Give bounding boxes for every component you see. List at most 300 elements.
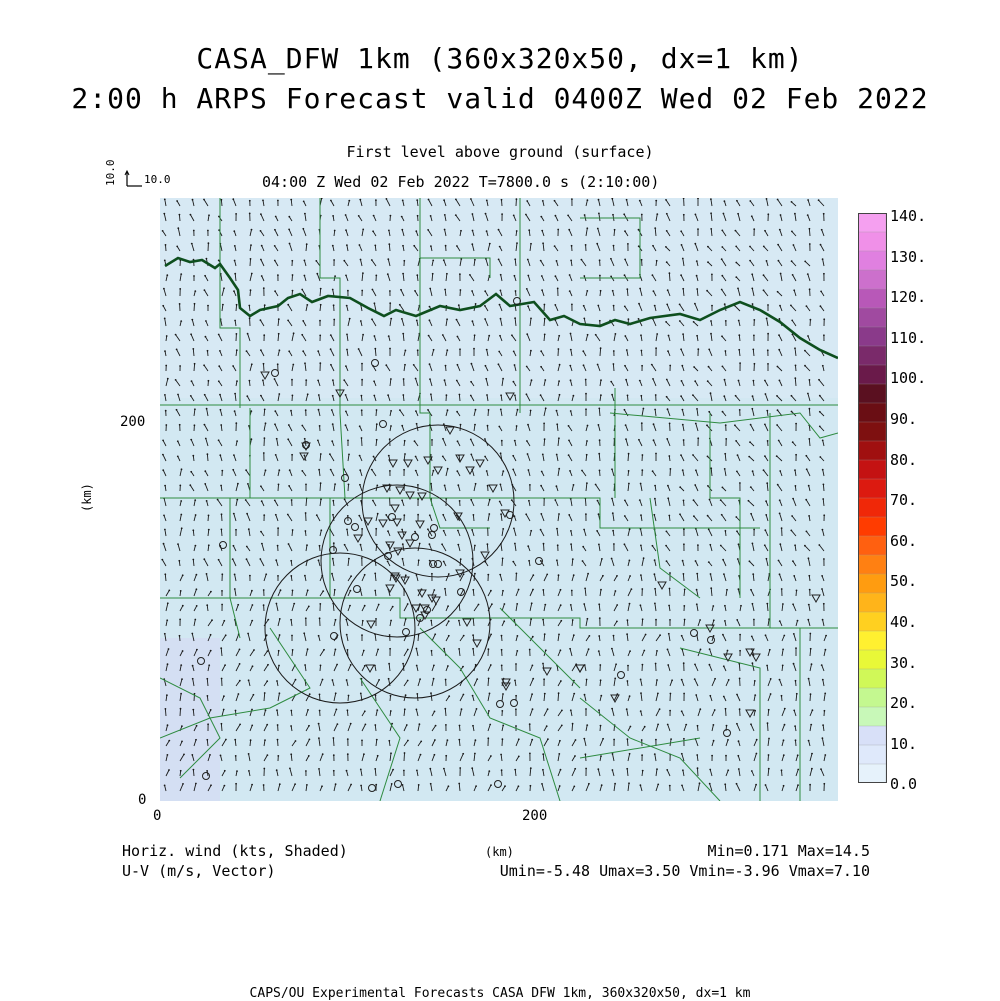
wind-vector-head — [809, 408, 811, 410]
wind-vector-head — [307, 648, 309, 650]
wind-vector-head — [626, 708, 628, 710]
wind-vector-head — [414, 440, 416, 442]
wind-vector-head — [206, 739, 208, 741]
wind-vector-head — [586, 679, 588, 681]
wind-vector-head — [167, 602, 169, 604]
wind-vector-head — [168, 769, 170, 771]
wind-vector-head — [805, 455, 807, 457]
wind-vector-head — [279, 783, 281, 785]
wind-vector-head — [554, 245, 556, 247]
wind-vector-head — [571, 198, 573, 200]
wind-vector-head — [714, 678, 716, 680]
wind-vector-head — [319, 710, 321, 712]
wind-vector-head — [337, 723, 339, 725]
wind-vector-head — [261, 275, 263, 277]
wind-vector-head — [721, 258, 723, 260]
colorbar-label: 130. — [890, 248, 926, 266]
wind-vector-head — [600, 589, 602, 591]
wind-vector-head — [388, 740, 390, 742]
wind-vector-head — [640, 483, 642, 485]
wind-vector-head — [207, 695, 209, 697]
wind-vector-head — [345, 619, 347, 621]
wind-vector-head — [697, 767, 699, 769]
wind-vector-head — [680, 230, 682, 232]
wind-vector — [502, 200, 503, 206]
wind-vector-head — [501, 440, 503, 442]
wind-vector-head — [500, 274, 502, 276]
wind-vector-head — [234, 574, 236, 576]
wind-vector-head — [613, 739, 615, 741]
wind-vector-head — [488, 648, 490, 650]
wind-vector-head — [600, 379, 602, 381]
wind-vector-head — [750, 486, 752, 488]
wind-vector-head — [683, 528, 685, 530]
wind-vector-head — [587, 425, 589, 427]
wind-vector-head — [665, 199, 667, 201]
wind-vector-head — [362, 334, 364, 336]
wind-vector-head — [322, 590, 324, 592]
wind-vector-head — [295, 679, 297, 681]
wind-vector-head — [164, 485, 166, 487]
wind-vector-head — [692, 454, 694, 456]
wind-vector-head — [724, 783, 726, 785]
wind-vector-head — [347, 709, 349, 711]
colorbar-cell — [858, 688, 886, 707]
wind-vector-head — [823, 334, 825, 336]
wind-vector-head — [274, 290, 276, 292]
wind-vector-head — [695, 694, 697, 696]
wind-vector-head — [710, 587, 712, 589]
wind-vector-head — [693, 499, 695, 501]
wind-vector-head — [177, 394, 179, 396]
wind-vector-head — [475, 409, 477, 411]
wind-vector-head — [489, 499, 491, 501]
wind-vector-head — [696, 408, 698, 410]
wind-vector-head — [781, 695, 783, 697]
wind-vector-head — [530, 785, 532, 787]
wind-vector-head — [388, 243, 390, 245]
wind-vector-head — [500, 484, 502, 486]
wind-vector-head — [491, 603, 493, 605]
wind-vector-head — [206, 678, 208, 680]
wind-vector-head — [513, 215, 515, 217]
wind-vector-head — [544, 334, 546, 336]
wind-vector-head — [248, 528, 250, 530]
wind-vector-head — [224, 770, 226, 772]
wind-vector-head — [820, 305, 822, 307]
wind-vector-head — [420, 754, 422, 756]
wind-vector-head — [767, 349, 769, 351]
wind-vector-head — [750, 723, 752, 725]
wind-vector-head — [444, 708, 446, 710]
wind-vector-head — [654, 409, 656, 411]
wind-vector-head — [233, 454, 235, 456]
wind-vector-head — [207, 453, 209, 455]
wind-vector-head — [710, 212, 712, 214]
wind-vector-head — [683, 693, 685, 695]
wind-vector-head — [303, 201, 305, 203]
wind-vector-head — [776, 395, 778, 397]
wind-vector-head — [610, 381, 612, 383]
wind-vector-head — [277, 724, 279, 726]
wind-vector-head — [346, 244, 348, 246]
wind-vector-head — [502, 470, 504, 472]
wind-vector-head — [429, 378, 431, 380]
wind-vector-head — [616, 604, 618, 606]
wind-vector-head — [739, 634, 741, 636]
y-axis-label: (km) — [80, 483, 94, 512]
wind-vector-head — [346, 679, 348, 681]
wind-vector-head — [642, 664, 644, 666]
wind-vector-head — [219, 350, 221, 352]
wind-vector-head — [684, 589, 686, 591]
wind-vector-head — [264, 692, 266, 694]
wind-vector-head — [278, 393, 280, 395]
wind-vector-head — [640, 545, 642, 547]
wind-vector-head — [806, 531, 808, 533]
wind-vector-head — [434, 633, 436, 635]
wind-vector-head — [749, 260, 751, 262]
wind-vector-head — [824, 754, 826, 756]
wind-vector-head — [640, 334, 642, 336]
wind-vector-head — [624, 230, 626, 232]
wind-vector-head — [807, 619, 809, 621]
wind-vector-head — [777, 366, 779, 368]
wind-vector-head — [560, 680, 562, 682]
wind-vector-head — [470, 381, 472, 383]
wind-vector-head — [669, 272, 671, 274]
wind-vector-head — [332, 514, 334, 516]
wind-vector-head — [809, 243, 811, 245]
wind-vector-head — [499, 574, 501, 576]
wind-vector-head — [433, 678, 435, 680]
wind-vector-head — [234, 410, 236, 412]
wind-vector-head — [654, 603, 656, 605]
wind-vector-head — [598, 424, 600, 426]
wind-vector-head — [709, 648, 711, 650]
wind-vector-head — [667, 724, 669, 726]
wind-vector-head — [320, 665, 322, 667]
wind-vector-head — [487, 425, 489, 427]
wind-vector-head — [209, 754, 211, 756]
wind-vector-head — [501, 213, 503, 215]
wind-vector-head — [348, 454, 350, 456]
wind-vector-head — [488, 335, 490, 337]
wind-vector-head — [713, 724, 715, 726]
wind-vector-head — [365, 724, 367, 726]
wind-vector-head — [499, 246, 501, 248]
wind-vector-head — [386, 198, 388, 200]
wind-vector-head — [739, 708, 741, 710]
wind-vector-head — [791, 231, 793, 233]
wind-vector-head — [681, 785, 683, 787]
wind-vector-head — [740, 605, 742, 607]
wind-vector-head — [263, 784, 265, 786]
wind-vector-head — [779, 470, 781, 472]
wind-vector-head — [162, 469, 164, 471]
wind-vector-head — [484, 290, 486, 292]
wind-vector-head — [250, 289, 252, 291]
wind-vector — [642, 619, 643, 626]
wind-vector-head — [598, 603, 600, 605]
wind-vector-head — [306, 544, 308, 546]
wind-vector-head — [306, 784, 308, 786]
wind-vector-head — [596, 530, 598, 532]
wind-vector-head — [766, 260, 768, 262]
wind-vector-head — [528, 560, 530, 562]
wind-vector-head — [625, 379, 627, 381]
wind-vector-head — [333, 304, 335, 306]
wind-vector-head — [190, 395, 192, 397]
wind-vector-head — [301, 289, 303, 291]
wind-vector-head — [345, 411, 347, 413]
wind-vector-head — [804, 350, 806, 352]
wind-vector-head — [430, 692, 432, 694]
wind-vector — [670, 589, 671, 597]
wind-vector-head — [699, 708, 701, 710]
wind-vector-head — [403, 260, 405, 262]
wind-vector-head — [210, 591, 212, 593]
wind-vector-head — [613, 350, 615, 352]
wind-vector-head — [763, 274, 765, 276]
wind-vector-head — [402, 663, 404, 665]
wind-vector-head — [419, 619, 421, 621]
wind-vector-head — [471, 767, 473, 769]
wind-vector-head — [767, 722, 769, 724]
wind-vector-head — [392, 769, 394, 771]
wind-vector-head — [823, 484, 825, 486]
wind-vector-head — [375, 275, 377, 277]
wind-vector-head — [777, 484, 779, 486]
wind-vector-head — [210, 784, 212, 786]
wind-vector-head — [734, 424, 736, 426]
wind-vector-head — [666, 304, 668, 306]
wind-vector-head — [543, 543, 545, 545]
wind-vector-head — [292, 290, 294, 292]
wind-vector-head — [319, 320, 321, 322]
wind-vector — [544, 544, 545, 551]
wind-vector-head — [540, 366, 542, 368]
wind-vector-head — [723, 696, 725, 698]
wind-vector-head — [736, 619, 738, 621]
wind-vector-head — [711, 305, 713, 307]
wind-vector-head — [234, 260, 236, 262]
wind-vector — [544, 439, 545, 446]
wind-vector-head — [334, 275, 336, 277]
wind-vector-head — [177, 440, 179, 442]
wind-vector-head — [428, 335, 430, 337]
wind-vector-head — [237, 604, 239, 606]
wind-vector-head — [319, 694, 321, 696]
wind-vector-head — [737, 288, 739, 290]
wind-vector-head — [556, 260, 558, 262]
wind-vector-head — [598, 453, 600, 455]
wind-vector-head — [349, 605, 351, 607]
wind-vector — [236, 305, 237, 311]
wind-vector-head — [766, 603, 768, 605]
wind-vector-head — [204, 424, 206, 426]
wind-vector-head — [358, 215, 360, 217]
wind-vector-head — [235, 783, 237, 785]
wind-vector-head — [267, 619, 269, 621]
wind-vector-head — [248, 305, 250, 307]
wind-vector-head — [753, 380, 755, 382]
wind-vector — [768, 755, 769, 761]
wind-vector-head — [361, 409, 363, 411]
wind-vector-head — [304, 260, 306, 262]
wind-vector-head — [444, 229, 446, 231]
wind-vector-head — [684, 619, 686, 621]
wind-vector-head — [721, 230, 723, 232]
wind-vector — [418, 635, 419, 641]
wind-vector-head — [567, 215, 569, 217]
wind-vector-head — [540, 216, 542, 218]
wind-vector-head — [346, 529, 348, 531]
wind-vector-head — [416, 199, 418, 201]
wind-vector-head — [315, 260, 317, 262]
wind-vector — [292, 650, 293, 656]
wind-vector-head — [447, 409, 449, 411]
wind-vector-head — [489, 693, 491, 695]
wind-vector-head — [414, 290, 416, 292]
colorbar-label: 70. — [890, 491, 917, 509]
wind-vector-head — [585, 513, 587, 515]
wind-vector-head — [460, 230, 462, 232]
wind-vector-head — [586, 454, 588, 456]
wind-vector-head — [332, 379, 334, 381]
wind-vector-head — [427, 409, 429, 411]
wind-vector-head — [627, 738, 629, 740]
wind-vector-head — [499, 335, 501, 337]
wind-vector-head — [420, 741, 422, 743]
wind-vector-head — [320, 288, 322, 290]
colorbar-label: 100. — [890, 369, 926, 387]
wind-vector-head — [218, 559, 220, 561]
wind-vector — [194, 364, 195, 371]
wind-vector-head — [385, 514, 387, 516]
wind-vector-head — [709, 783, 711, 785]
wind-vector-head — [429, 768, 431, 770]
wind-vector-head — [528, 469, 530, 471]
wind-vector-head — [176, 409, 178, 411]
wind-vector-head — [248, 770, 250, 772]
wind-vector-head — [707, 380, 709, 382]
wind-vector-head — [557, 229, 559, 231]
wind-vector-head — [274, 245, 276, 247]
colorbar-cell — [858, 384, 886, 403]
wind-vector — [613, 364, 614, 371]
wind-vector-head — [203, 558, 205, 560]
wind-vector-head — [348, 484, 350, 486]
wind-vector-head — [696, 589, 698, 591]
wind-vector-head — [332, 423, 334, 425]
wind-vector-head — [472, 634, 474, 636]
wind-vector-head — [419, 543, 421, 545]
wind-vector-head — [261, 543, 263, 545]
wind-vector-head — [390, 318, 392, 320]
wind-vector-head — [239, 680, 241, 682]
wind-vector-head — [793, 244, 795, 246]
wind-vector-head — [232, 469, 234, 471]
wind-vector-head — [600, 755, 602, 757]
wind-vector-head — [570, 333, 572, 335]
wind-vector-head — [557, 288, 559, 290]
wind-vector-head — [558, 574, 560, 576]
wind-vector-head — [683, 214, 685, 216]
wind-vector-head — [278, 333, 280, 335]
wind-vector-head — [278, 484, 280, 486]
wind-vector-head — [371, 259, 373, 261]
wind-vector-head — [475, 483, 477, 485]
wind-vector-head — [403, 514, 405, 516]
wind-vector-head — [278, 469, 280, 471]
wind-vector-head — [797, 620, 799, 622]
colorbar-cell — [858, 536, 886, 555]
wind-vector — [459, 395, 460, 402]
wind-vector-head — [612, 290, 614, 292]
wind-vector-head — [360, 785, 362, 787]
wind-vector-head — [166, 274, 168, 276]
wind-vector-head — [754, 363, 756, 365]
wind-vector — [585, 754, 586, 761]
wind-vector-head — [502, 738, 504, 740]
colorbar-cell — [858, 308, 886, 327]
wind-vector-head — [669, 365, 671, 367]
wind-vector-head — [331, 573, 333, 575]
colorbar-cell — [858, 650, 886, 669]
wind-vector-head — [598, 408, 600, 410]
wind-vector-head — [374, 348, 376, 350]
colorbar-label: 140. — [890, 207, 926, 225]
wind-vector-head — [376, 423, 378, 425]
wind-vector-head — [456, 470, 458, 472]
wind-vector-head — [638, 318, 640, 320]
wind-vector-head — [484, 305, 486, 307]
wind-vector-head — [518, 589, 520, 591]
wind-vector-head — [472, 695, 474, 697]
wind-vector — [586, 680, 587, 687]
wind-vector-head — [221, 199, 223, 201]
wind-vector-head — [236, 499, 238, 501]
wind-vector-head — [540, 485, 542, 487]
wind-vector-head — [824, 710, 826, 712]
wind-vector-head — [288, 350, 290, 352]
wind-vector-head — [641, 214, 643, 216]
wind-vector-head — [518, 785, 520, 787]
wind-vector — [810, 694, 811, 701]
wind-vector-head — [694, 303, 696, 305]
colorbar-cell — [858, 346, 886, 365]
wind-vector-head — [516, 650, 518, 652]
wind-vector-head — [642, 770, 644, 772]
wind-vector-head — [822, 440, 824, 442]
wind-vector-head — [434, 754, 436, 756]
wind-vector-head — [459, 348, 461, 350]
wind-vector-head — [721, 289, 723, 291]
wind-vector-head — [512, 561, 514, 563]
wind-vector-head — [709, 769, 711, 771]
wind-vector-head — [458, 648, 460, 650]
wind-vector-head — [763, 469, 765, 471]
wind-vector-head — [602, 738, 604, 740]
wind-vector-head — [280, 589, 282, 591]
wind-vector-head — [246, 546, 248, 548]
wind-vector-head — [344, 544, 346, 546]
wind-vector-head — [458, 783, 460, 785]
wind-vector-head — [434, 711, 436, 713]
wind-vector — [362, 438, 363, 446]
wind-vector-head — [547, 708, 549, 710]
